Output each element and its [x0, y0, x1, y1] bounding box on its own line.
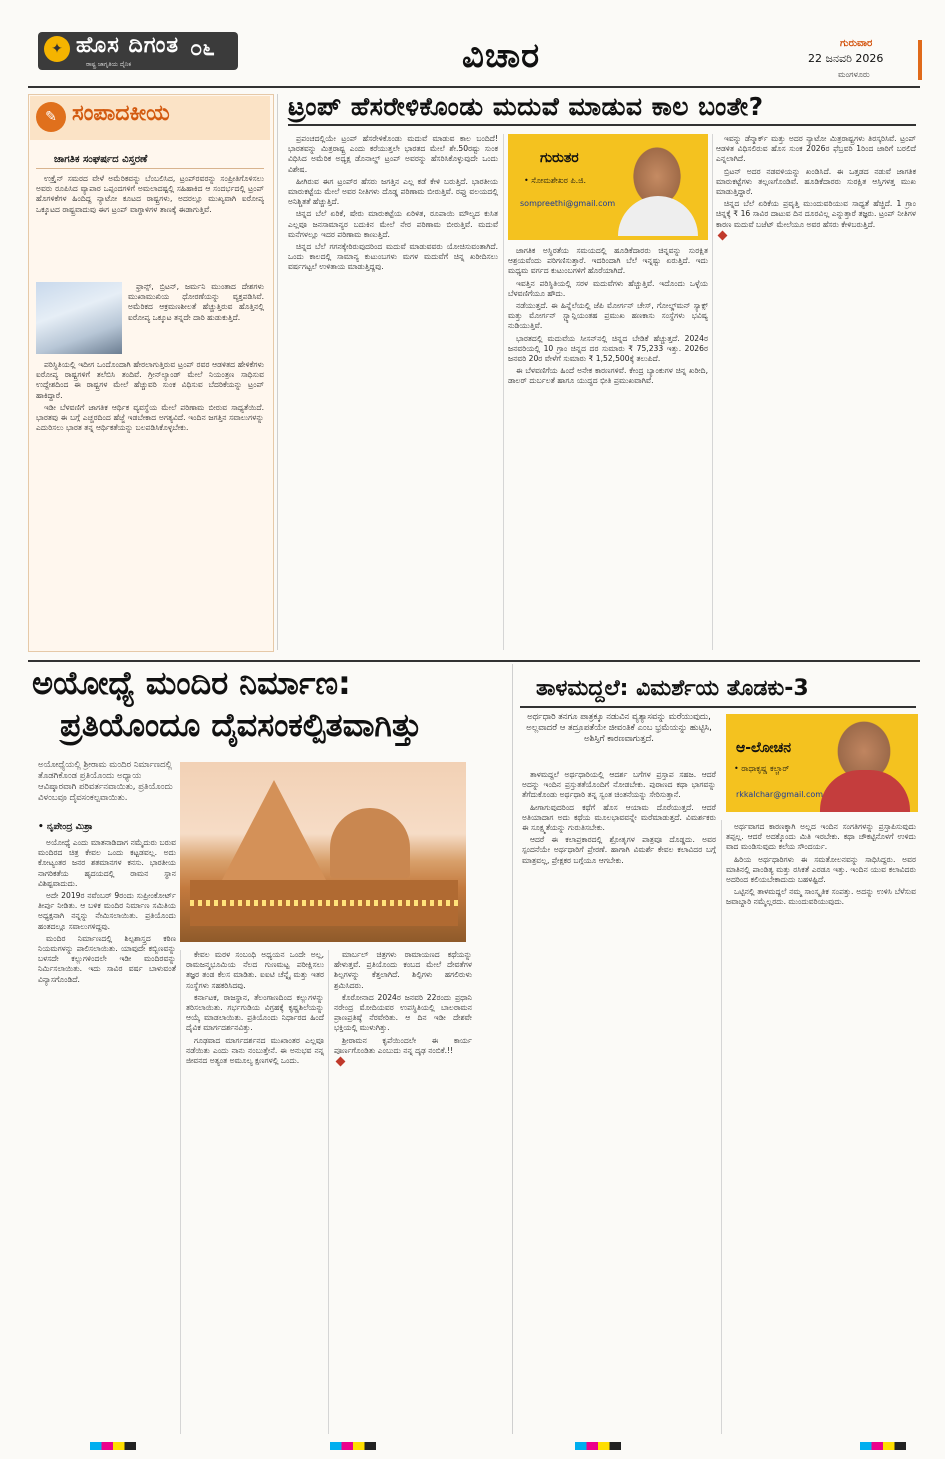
- article-para: ಮಾರ್ಬಲ್ ಚಿತ್ರಗಳು ರಾಮಾಯಣದ ಕಥೆಯನ್ನು ಹೇಳುತ್ತವೆ. ಪ್ರತಿಯೊಂದು ಕಂಬದ ಮೇಲೆ ದೇವತೆಗಳ ಶಿಲ್ಪಗಳನ್ನು ಕೆತ್ತಲಾಗಿದೆ. ಶಿಲ್ಪಿಗಳು ಹಗಲಿರುಳು ಶ್ರಮಿಸಿದರು.: [334, 950, 472, 990]
- column-divider: [180, 950, 181, 1434]
- column-divider: [721, 820, 722, 1434]
- article-intro: ಅರ್ಥಧಾರಿ ತನಗೂ ಪಾತ್ರಕ್ಕೂ ನಡುವಿನ ವ್ಯತ್ಯಾಸವನ್ನು ಮರೆಯುವುದು, ಅಲ್ಲವಾದರೆ ಆ ತದ್ರೂಪತೆಯೇ ಜೀವಂತಿಕೆ ಎಂಬ ಭ್ರಮೆಯನ್ನು ಹುಟ್ಟಿಸಿ, ಅಶಿಸ್ತಿಗೆ ಕಾರಣವಾಗುತ್ತದೆ.: [526, 712, 712, 744]
- article-end-icon: [718, 230, 728, 240]
- article-para: ಕೇವಲ ಮರಳ ಸಂಬಂಧಿ ಅಧ್ಯಯನ ಒಂದೇ ಅಲ್ಲ, ರಾಮಜನ್ಮಭೂಮಿಯ ನೆಲದ ಗುಣಮಟ್ಟ ಪರೀಕ್ಷಿಸಲು ತಜ್ಞರ ತಂಡ ಕೆಲಸ ಮಾಡಿತು. ಐಐಟಿ ಚೆನ್ನೈ ಮತ್ತು ಇತರ ಸಂಸ್ಥೆಗಳು ಸಹಕರಿಸಿದವು.: [186, 950, 324, 990]
- editorial-subhead: ಜಾಗತಿಕ ಸಂಘರ್ಷದ ವಿಸ್ತರಣೆ: [54, 154, 148, 165]
- editorial-text-bottom: [36, 360, 264, 646]
- article-headline-line2: ಪ್ರತಿಯೊಂದೂ ದೈವಸಂಕಲ್ಪಿತವಾಗಿತ್ತು: [60, 706, 422, 744]
- article-para: ಜಾಗತಿಕ ಅಸ್ಥಿರತೆಯ ಸಮಯದಲ್ಲಿ ಹೂಡಿಕೆದಾರರು ಚಿನ್ನವನ್ನು ಸುರಕ್ಷಿತ ಆಶ್ರಯವೆಂದು ಪರಿಗಣಿಸುತ್ತಾರೆ. ಇದರಿಂದಾಗಿ ಬೆಲೆ ಇನ್ನಷ್ಟು ಏರುತ್ತಿದೆ. ಇದು ಮಧ್ಯಮ ವರ್ಗದ ಕುಟುಂಬಗಳಿಗೆ ಹೊರೆಯಾಗಿದೆ.: [508, 246, 708, 276]
- editorial-para: ಪರಿಸ್ಥಿತಿಯಲ್ಲಿ ಇದೀಗ ಒಂದೊಂದಾಗಿ ಹೇರಲಾಗುತ್ತಿರುವ ಟ್ರಂಪ್ ರವರ ಆಡಳಿತದ ಹೇಳಿಕೆಗಳು ಐರೋಪ್ಯ ರಾಷ್ಟ್ರಗಳಿಗೆ ತಲೆಬಿಸಿ ತಂದಿವೆ. ಗ್ರೀನ್‌ಲ್ಯಾಂಡ್ ಮೇಲೆ ನಿಯಂತ್ರಣ ಸಾಧಿಸುವ ಉದ್ದೇಶದಿಂದ ಈ ರಾಷ್ಟ್ರಗಳ ಮೇಲೆ ಹೆಚ್ಚುವರಿ ಸುಂಕ ವಿಧಿಸುವ ಬೆದರಿಕೆಯನ್ನು ಟ್ರಂಪ್ ಹಾಕಿದ್ದಾರೆ.: [36, 360, 264, 400]
- editorial-para: ಉಕ್ರೈನ್ ಸಮರದ ವೇಳೆ ಅಮೆರಿಕವನ್ನು ಬೆಂಬಲಿಸಿದ, ಟ್ರಂಪ್‌ರವರನ್ನು ಸಂಪ್ರೀತಿಗೊಳಿಸಲು ಅವರು ರೂಪಿಸಿದ ವ್ಯಾಪಾರ ಒಪ್ಪಂದಗಳಿಗೆ ಅಮಲಾದಷ್ಟಲ್ಲಿ ಸಹಿಹಾಕಿದ ಆ ಸಂದರ್ಭದಲ್ಲಿ ಟ್ರಂಪ್ ಹೊಗಳಿಕೆಗಳ ಹಿಂದಿದ್ದ ನ್ಯಾಟೋ ಕೂಟದ ರಾಷ್ಟ್ರಗಳು, ಅದರಲ್ಲೂ ಮುಖ್ಯವಾಗಿ ಐರೋಪ್ಯ ಒಕ್ಕೂಟದ ರಾಷ್ಟ್ರವಾದುವು ಈಗ ಟ್ರಂಪ್ ವಾಗ್ದಾಳಿಗಳ ತಾಣಕ್ಕೆ ಈಡಾಗುತ್ತಿವೆ.: [36, 174, 264, 214]
- article-para: ಗೂಢವಾದ ಮಾರ್ಗದರ್ಶನದ ಮುಖಾಂತರ ಎಲ್ಲವೂ ನಡೆಯಿತು ಎಂದು ನಾನು ನಂಬುತ್ತೇನೆ. ಈ ಅನುಭವ ನನ್ನ ಜೀವನದ ಅತ್ಯಂತ ಅಮೂಲ್ಯ ಕ್ಷಣಗಳಲ್ಲಿ ಒಂದು.: [186, 1035, 324, 1066]
- editorial-text-top: [36, 174, 264, 278]
- author-name: • ನೃಪೇಂದ್ರ ಮಿಶ್ರಾ: [38, 822, 93, 832]
- article-headline: ತಾಳಮದ್ದಲೆ: ವಿಮರ್ಶೆಯ ತೊಡಕು-3: [536, 676, 809, 701]
- article-para: ಭಾರತದಲ್ಲಿ ಮದುವೆಯ ಸೀಸನ್‌ನಲ್ಲಿ ಚಿನ್ನದ ಬೇಡಿಕೆ ಹೆಚ್ಚುತ್ತದೆ. 2024ರ ಜನವರಿಯಲ್ಲಿ 10 ಗ್ರಾಂ ಚಿನ್ನದ ದರ ಸುಮಾರು ₹ 75,233 ಇತ್ತು. 2026ರ ಜನವರಿ 20ರ ವೇಳೆಗೆ ಸುಮಾರು ₹ 1,52,500ಕ್ಕೆ ತಲುಪಿದೆ.: [508, 333, 708, 364]
- article-para: ಚಿನ್ನದ ಬೆಲೆ ಏರಿಕೆಯ ಪ್ರವೃತ್ತಿ ಮುಂದುವರಿಯುವ ಸಾಧ್ಯತೆ ಹೆಚ್ಚಿದೆ. 1 ಗ್ರಾಂ ಚಿನ್ನಕ್ಕೆ ₹ 16 ಸಾವಿರ ದಾಟುವ ದಿನ ದೂರವಿಲ್ಲ ಎನ್ನುತ್ತಾರೆ ತಜ್ಞರು. ಟ್ರಂಪ್ ನೀತಿಗಳ ಕಾರಣ ಮದುವೆ ಬಜೆಟ್ ಮೇಲೆಯೂ ಅವರ ಹೆಸರು ಕೇಳಿಬರುತ್ತಿದೆ.: [716, 199, 916, 229]
- temple-dome: [330, 808, 410, 878]
- temple-spire: [222, 780, 326, 880]
- section-rule: [28, 660, 920, 662]
- article-para: ಪ್ರಪಂಚದಲ್ಲಿಯೇ ಟ್ರಂಪ್ ಹೆಸರೇಳಿಕೊಂಡು ಮದುವೆ ಮಾಡುವ ಕಾಲ ಬಂದಿದೆ! ಭಾರತವನ್ನು ಮಿತ್ರರಾಷ್ಟ್ರ ಎಂದು ಕರೆಯುತ್ತಲೇ ಭಾರತದ ಮೇಲೆ ಶೇ.50ರಷ್ಟು ಸುಂಕ ವಿಧಿಸಿದ ಅಮೆರಿಕ ಅಧ್ಯಕ್ಷ ಡೊನಾಲ್ಡ್ ಟ್ರಂಪ್ ಅವರನ್ನು ಹೆಸರಿಸಿಕೊಳ್ಳುವುದೇ ಒಂದು ವಿಶೇಷ.: [288, 134, 498, 174]
- article-para: ಹಿರಿಯ ಅರ್ಥಧಾರಿಗಳು ಈ ಸಮತೋಲನವನ್ನು ಸಾಧಿಸಿದ್ದರು. ಅವರ ಮಾತಿನಲ್ಲಿ ಪಾಂಡಿತ್ಯ ಮತ್ತು ರಸಿಕತೆ ಎರಡೂ ಇತ್ತು. ಇಂದಿನ ಯುವ ಕಲಾವಿದರು ಅದರಿಂದ ಕಲಿಯಬೇಕಾದುದು ಬಹಳಷ್ಟಿದೆ.: [726, 854, 916, 885]
- registration-mark: [575, 1442, 621, 1450]
- article2-column-1: [38, 838, 176, 1434]
- logo-subtitle: ರಾಷ್ಟ್ರ ಜಾಗೃತಿಯ ದೈನಿಕ: [86, 61, 132, 68]
- article-para: ಅಯೋಧ್ಯೆ ಎಂದು ಮಾತನಾಡಿದಾಗ ನಮ್ಮೆದುರು ಬರುವ ಮಂದಿರದ ಚಿತ್ರ ಕೇವಲ ಒಂದು ಕಟ್ಟಡವಲ್ಲ. ಅದು ಕೋಟ್ಯಂತರ ಜನರ ಶತಮಾನಗಳ ಕನಸು. ಭಾರತೀಯ ನಾಗರಿಕತೆಯ ಹೃದಯದಲ್ಲಿ ರಾಮನ ಸ್ಥಾನ ವಿಶಿಷ್ಟವಾದುದು.: [38, 838, 176, 888]
- date-label: 22 ಜನವರಿ 2026: [808, 52, 884, 65]
- editorial-subhead-rule: [36, 168, 264, 169]
- article-headline: ಟ್ರಂಪ್ ಹೆಸರೇಳಿಕೊಂಡು ಮದುವೆ ಮಾಡುವ ಕಾಲ ಬಂತೇ?: [288, 92, 764, 121]
- section-title: ವಿಚಾರ: [462, 36, 541, 76]
- article-para: ಚಿನ್ನದ ಬೆಲೆ ಗಗನಕ್ಕೇರಿರುವುದರಿಂದ ಮದುವೆ ಮಾಡುವವರು ಯೋಚಿಸುವಂತಾಗಿದೆ. ಒಂದು ಕಾಲದಲ್ಲಿ ಸಾಮಾನ್ಯ ಕುಟುಂಬಗಳು ಮಗಳ ಮದುವೆಗೆ ಚಿನ್ನ ಖರೀದಿಸಲು ವರ್ಷಗಟ್ಟಲೆ ಉಳಿತಾಯ ಮಾಡುತ್ತಿದ್ದವು.: [288, 242, 498, 272]
- article-para: ಅದೇ 2019ರ ನವೆಂಬರ್ 9ರಂದು ಸುಪ್ರೀಂಕೋರ್ಟ್ ತೀರ್ಪು ನೀಡಿತು. ಆ ಬಳಿಕ ಮಂದಿರ ನಿರ್ಮಾಣ ಸಮಿತಿಯ ಅಧ್ಯಕ್ಷನಾಗಿ ನನ್ನನ್ನು ನೇಮಿಸಲಾಯಿತು. ಪ್ರತಿಯೊಂದು ಹಂತದಲ್ಲೂ ಸವಾಲುಗಳಿದ್ದವು.: [38, 891, 176, 931]
- article1-column-2: [508, 246, 708, 650]
- editorial-label: ಸಂಪಾದಕೀಯ: [72, 101, 170, 126]
- author-email[interactable]: sompreethi@gmail.com: [520, 199, 616, 208]
- article1-column-1: [288, 134, 498, 650]
- author-name: • ಸೋಮಶೇಖರ ಪಿ.ಜಿ.: [524, 176, 587, 185]
- article-para: ಆದರೆ ಈ ಕಲಾಪ್ರಕಾರದಲ್ಲಿ ಶ್ರೋತೃಗಳ ಪಾತ್ರವೂ ದೊಡ್ಡದು. ಅವರ ಸ್ಪಂದನೆಯೇ ಅರ್ಥಧಾರಿಗೆ ಪ್ರೇರಣೆ. ಹಾಗಾಗಿ ವಿಮರ್ಶೆ ಕೇವಲ ಕಲಾವಿದರ ಬಗ್ಗೆ ಮಾತ್ರವಲ್ಲ, ಪ್ರೇಕ್ಷಕರ ಬಗ್ಗೆಯೂ ಆಗಬೇಕು.: [522, 835, 716, 865]
- column-divider: [328, 950, 329, 1434]
- article-para: ಬ್ರಿಟನ್ ಅದರ ನಡವಳಿಯನ್ನು ಖಂಡಿಸಿದೆ. ಈ ಒತ್ತಡದ ನಡುವೆ ಜಾಗತಿಕ ಮಾರುಕಟ್ಟೆಗಳು ತಲ್ಲಣಗೊಂಡಿವೆ. ಹೂಡಿಕೆದಾರರು ಸುರಕ್ಷಿತ ಆಸ್ತಿಗಳತ್ತ ಮುಖ ಮಾಡುತ್ತಿದ್ದಾರೆ.: [716, 166, 916, 197]
- article3-column-1: [522, 770, 716, 1434]
- editorial-photo: [36, 282, 122, 354]
- temple-lights: [190, 900, 458, 906]
- article-para: ಇವನ್ನು ಡೆನ್ಮಾರ್ಕ್ ಮತ್ತು ಅದರ ನ್ಯಾಟೋ ಮಿತ್ರರಾಷ್ಟ್ರಗಳು ತಿರಸ್ಕರಿಸಿವೆ. ಟ್ರಂಪ್ ಆಡಳಿತ ವಿಧಿಸಲಿರುವ ಹೊಸ ಸುಂಕ 2026ರ ಫೆಬ್ರವರಿ 1ರಿಂದ ಜಾರಿಗೆ ಬರಲಿದೆ ಎನ್ನಲಾಗಿದೆ.: [716, 134, 916, 164]
- column-divider: [503, 134, 504, 650]
- article-para: ಈ ಬೆಳವಣಿಗೆಯ ಹಿಂದೆ ಅನೇಕ ಕಾರಣಗಳಿವೆ. ಕೇಂದ್ರ ಬ್ಯಾಂಕುಗಳ ಚಿನ್ನ ಖರೀದಿ, ಡಾಲರ್ ದುರ್ಬಲತೆ ಹಾಗೂ ಯುದ್ಧದ ಭೀತಿ ಪ್ರಮುಖವಾಗಿವೆ.: [508, 366, 708, 386]
- masthead-rule: [28, 86, 920, 88]
- editorial-text-side: [128, 282, 264, 356]
- article-end-icon: [336, 1057, 346, 1067]
- article3-column-2: [726, 822, 916, 1434]
- article-headline: ಅಯೋಧ್ಯೆ ಮಂದಿರ ನಿರ್ಮಾಣ:: [32, 664, 351, 702]
- article-para: ಮಂದಿರ ನಿರ್ಮಾಣದಲ್ಲಿ ಶಿಲ್ಪಶಾಸ್ತ್ರದ ಕಠಿಣ ನಿಯಮಗಳನ್ನು ಪಾಲಿಸಲಾಯಿತು. ಯಾವುದೇ ಕಬ್ಬಿಣವನ್ನು ಬಳಸದೇ ಕಲ್ಲುಗಳಿಂದಲೇ ಇಡೀ ಮಂದಿರವನ್ನು ನಿರ್ಮಿಸಲಾಯಿತು. ಇದು ಸಾವಿರ ವರ್ಷ ಬಾಳುವಂತೆ ವಿನ್ಯಾಸಗೊಂಡಿದೆ.: [38, 933, 176, 984]
- article-para: ಹೀಗಿರುವ ಈಗ ಟ್ರಂಪ್‌ರ ಹೆಸರು ಜಗತ್ತಿನ ಎಲ್ಲ ಕಡೆ ಕೇಳಿ ಬರುತ್ತಿದೆ. ಭಾರತೀಯ ಮಾರುಕಟ್ಟೆಯ ಮೇಲೆ ಅವರ ನೀತಿಗಳು ದೊಡ್ಡ ಪರಿಣಾಮ ಬೀರುತ್ತಿವೆ. ರಫ್ತು ವಲಯದಲ್ಲಿ ಅನಿಶ್ಚಿತತೆ ಹೆಚ್ಚುತ್ತಿದೆ.: [288, 176, 498, 207]
- editorial-para: ಇಡೀ ಬೆಳವಣಿಗೆ ಜಾಗತಿಕ ಆರ್ಥಿಕ ವ್ಯವಸ್ಥೆಯ ಮೇಲೆ ಪರಿಣಾಮ ಬೀರುವ ಸಾಧ್ಯತೆಯಿದೆ. ಭಾರತವು ಈ ಬಗ್ಗೆ ಎಚ್ಚರದಿಂದ ಹೆಜ್ಜೆ ಇಡಬೇಕಾದ ಅಗತ್ಯವಿದೆ. ಇಂದಿನ ಜಗತ್ತಿನ ಸವಾಲುಗಳನ್ನು ಎದುರಿಸಲು ಭಾರತ ತನ್ನ ಆರ್ಥಿಕತೆಯನ್ನು ಬಲಪಡಿಸಿಕೊಳ್ಳಬೇಕು.: [36, 402, 264, 433]
- article-para: ಅರ್ಥವಾಗದ ಕಾರಣಕ್ಕಾಗಿ ಅಲ್ಲದ ಇಂದಿನ ಸಂಗತಿಗಳನ್ನು ಪ್ರಸ್ತಾಪಿಸುವುದು ತಪ್ಪಲ್ಲ. ಆದರೆ ಅದಕ್ಕೊಂದು ಮಿತಿ ಇರಬೇಕು. ಕಥಾ ಚೌಕಟ್ಟಿನೊಳಗೆ ಉಳಿದು ವಾದ ಮಂಡಿಸುವುದು ಕಲೆಯ ಸೌಂದರ್ಯ.: [726, 822, 916, 852]
- article-para: ತಾಳಮದ್ದಲೆ ಅರ್ಥಧಾರಿಯಲ್ಲಿ ಆದರ್ಶ ಬಗೆಗಳ ಪ್ರಸ್ತಾಪ ಸಹಜ. ಆದರೆ ಅದನ್ನು ಇಂದಿನ ಪ್ರಸ್ತುತತೆಯೊಂದಿಗೆ ನೋಡಬೇಕು. ಪುರಾಣದ ಕಥಾ ಭಾಗವನ್ನು ತೆಗೆದುಕೊಂಡು ಅರ್ಥಧಾರಿ ತನ್ನ ಸ್ವಂತ ಚಿಂತನೆಯನ್ನು ಸೇರಿಸುತ್ತಾನೆ.: [522, 770, 716, 800]
- article-intro: ಅಯೋಧ್ಯೆಯಲ್ಲಿ ಶ್ರೀರಾಮ ಮಂದಿರ ನಿರ್ಮಾಣದಲ್ಲಿ ತೊಡಗಿಕೊಂಡ ಪ್ರತಿಯೊಂದು ಅಧ್ಯಾಯ ಆವಿಷ್ಕಾರವಾಗಿ ಪರಿವರ್ತನವಾಯಿತು, ಪ್ರತಿಯೊಂದು ವಿಳಂಬವೂ ದೈವಸಂಕಲ್ಪವಾಯಿತು.: [38, 760, 173, 803]
- article-para: ಹೀಗಾಗುವುದರಿಂದ ಕಥೆಗೆ ಹೊಸ ಆಯಾಮ ದೊರೆಯುತ್ತದೆ. ಆದರೆ ಅತಿಯಾದಾಗ ಅದು ಕಥೆಯ ಮೂಲಭಾವವನ್ನೇ ಮರೆಮಾಡುತ್ತದೆ. ವಿಮರ್ಶಕರು ಈ ಸೂಕ್ಷ್ಮತೆಯನ್ನು ಗುರುತಿಸಬೇಕು.: [522, 802, 716, 833]
- article-para: ನಡೆಯುತ್ತದೆ. ಈ ಹಿನ್ನೆಲೆಯಲ್ಲಿ ಜೆಪಿ ಮೋರ್ಗನ್ ಚೇಸ್, ಗೋಲ್ಡ್‌ಮನ್ ಸ್ಯಾಕ್ಸ್ ಮತ್ತು ಮೋರ್ಗನ್ ಸ್ಟ್ಯಾನ್ಲಿಯಂತಹ ಪ್ರಮುಖ ಹಣಕಾಸು ಸಂಸ್ಥೆಗಳು ಭವಿಷ್ಯ ನುಡಿಯುತ್ತಿವೆ.: [508, 301, 708, 331]
- edition-city: ಮಂಗಳೂರು: [838, 70, 870, 79]
- author-email[interactable]: rkkalchar@gmail.com: [736, 790, 824, 799]
- column-name: ಆ-ಲೋಚನ: [736, 740, 791, 756]
- lamp-icon: ✦: [44, 36, 70, 62]
- article-para: ಇವತ್ತಿನ ಪರಿಸ್ಥಿತಿಯಲ್ಲಿ ಸರಳ ಮದುವೆಗಳು ಹೆಚ್ಚುತ್ತಿವೆ. ಇದೊಂದು ಒಳ್ಳೆಯ ಬೆಳವಣಿಗೆಯೂ ಹೌದು.: [508, 278, 708, 298]
- headline-rule: [288, 124, 916, 126]
- column-name: ಗುರುತರ: [540, 150, 579, 166]
- column-divider: [712, 134, 713, 650]
- logo-title: ಹೊಸ ದಿಗಂತ: [76, 33, 180, 58]
- registration-mark: [860, 1442, 906, 1450]
- article-para: ಕೊರೋನಾದ 2024ರ ಜನವರಿ 22ರಂದು ಪ್ರಧಾನಿ ನರೇಂದ್ರ ಮೋದಿಯವರ ಉಪಸ್ಥಿತಿಯಲ್ಲಿ ಬಾಲರಾಮನ ಪ್ರಾಣಪ್ರತಿಷ್ಠೆ ನೆರವೇರಿತು. ಆ ದಿನ ಇಡೀ ದೇಶವೇ ಭಕ್ತಿಯಲ್ಲಿ ಮುಳುಗಿತ್ತು.: [334, 992, 472, 1033]
- article-para: ಚಿನ್ನದ ಬೆಲೆ ಏರಿಕೆ, ಷೇರು ಮಾರುಕಟ್ಟೆಯ ಏರಿಳಿತ, ರೂಪಾಯಿ ಮೌಲ್ಯದ ಕುಸಿತ ಎಲ್ಲವೂ ಜನಸಾಮಾನ್ಯರ ಬದುಕಿನ ಮೇಲೆ ನೇರ ಪರಿಣಾಮ ಬೀರುತ್ತಿವೆ. ಮದುವೆ ಮನೆಗಳಲ್ಲೂ ಇದರ ಪರಿಣಾಮ ಕಾಣುತ್ತಿದೆ.: [288, 209, 498, 239]
- day-label: ಗುರುವಾರ: [840, 38, 873, 49]
- author-name: • ರಾಧಾಕೃಷ್ಣ ಕಲ್ಚಾರ್: [734, 764, 790, 773]
- editorial-logo-icon: ✎: [36, 102, 66, 132]
- page-number: ೦೬: [190, 36, 215, 61]
- column-divider: [277, 94, 278, 650]
- article2-column-3: [334, 950, 472, 1434]
- registration-mark: [330, 1442, 376, 1450]
- headline-rule: [520, 706, 916, 708]
- column-divider: [512, 664, 513, 1434]
- article2-column-2: [186, 950, 324, 1434]
- registration-mark: [90, 1442, 136, 1450]
- editorial-para: ಫ್ರಾನ್ಸ್, ಬ್ರಿಟನ್, ಜರ್ಮನಿ ಮುಂತಾದ ದೇಶಗಳು ಮುಖಾಮುಖಿಯ ಧೋರಣೆಯನ್ನು ವ್ಯಕ್ತಪಡಿಸಿವೆ. ಅಮೆರಿಕದ ಆಕ್ರಮಣಶೀಲತೆ ಹೆಚ್ಚುತ್ತಿರುವ ಹೊತ್ತಿನಲ್ಲಿ ಐರೋಪ್ಯ ಒಕ್ಕೂಟ ತನ್ನದೇ ದಾರಿ ಹುಡುಕುತ್ತಿದೆ.: [128, 282, 264, 322]
- article-para: ಕರ್ನಾಟಕ, ರಾಜಸ್ಥಾನ, ತೆಲಂಗಾಣದಿಂದ ಕಲ್ಲುಗಳನ್ನು ತರಿಸಲಾಯಿತು. ಗರ್ಭಗುಡಿಯ ವಿಗ್ರಹಕ್ಕೆ ಕೃಷ್ಣಶಿಲೆಯನ್ನು ಆಯ್ಕೆ ಮಾಡಲಾಯಿತು. ಪ್ರತಿಯೊಂದು ನಿರ್ಧಾರದ ಹಿಂದೆ ದೈವಿಕ ಮಾರ್ಗದರ್ಶನವಿತ್ತು.: [186, 992, 324, 1033]
- edge-marker: [918, 40, 922, 80]
- article-para: ಒಟ್ಟಿನಲ್ಲಿ ತಾಳಮದ್ದಲೆ ನಮ್ಮ ಸಾಂಸ್ಕೃತಿಕ ಸಂಪತ್ತು. ಅದನ್ನು ಉಳಿಸಿ ಬೆಳೆಸುವ ಜವಾಬ್ದಾರಿ ನಮ್ಮೆಲ್ಲರದು. ಮುಂದುವರಿಯುವುದು.: [726, 887, 916, 907]
- article1-column-3: [716, 134, 916, 650]
- article-para: ಶ್ರೀರಾಮನ ಕೃಪೆಯಿಂದಲೇ ಈ ಕಾರ್ಯ ಪೂರ್ಣಗೊಂಡಿತು ಎಂಬುದು ನನ್ನ ದೃಢ ನಂಬಿಕೆ.!!: [334, 1035, 472, 1055]
